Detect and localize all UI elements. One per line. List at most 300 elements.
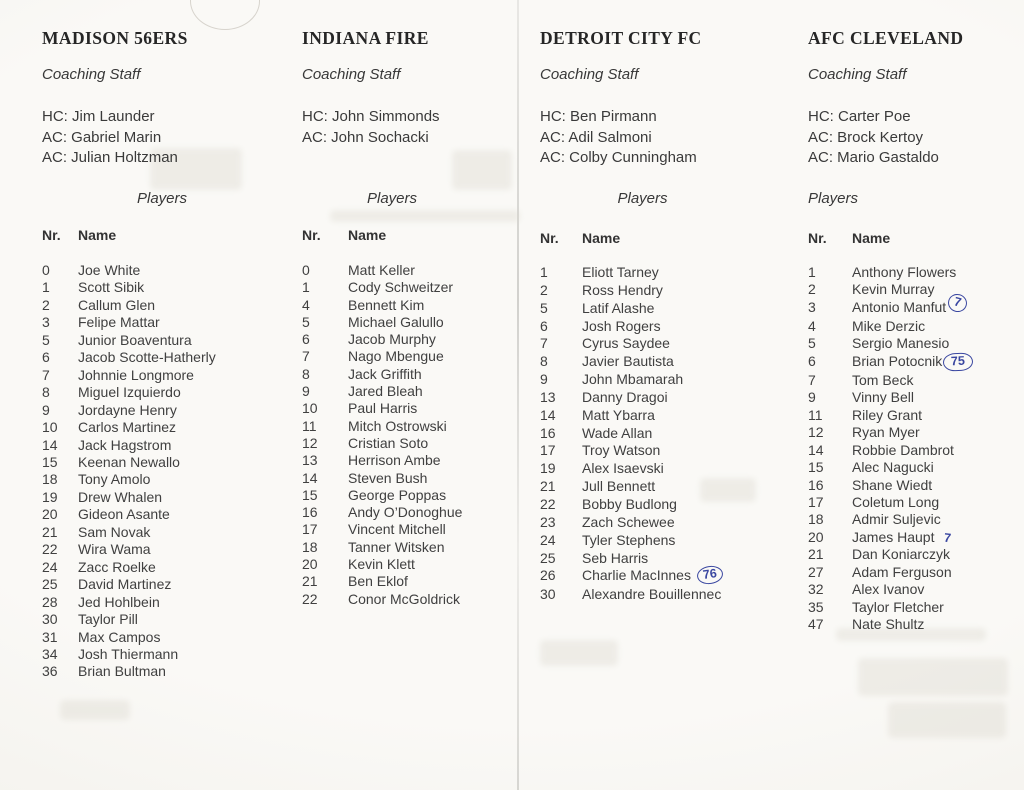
player-number: 20: [302, 556, 318, 573]
team-name: DETROIT CITY FC: [540, 28, 702, 48]
player-number: 26: [540, 567, 556, 584]
player-name: Javier Bautista: [582, 353, 674, 370]
player-name: Robbie Dambrot: [852, 441, 954, 458]
team-column: [42, 28, 282, 758]
player-name: Tanner Witsken: [348, 538, 445, 555]
roster-row: [540, 478, 723, 496]
coach-line: HC: Ben Pirmann: [540, 108, 657, 125]
player-name: Joe White: [78, 262, 141, 278]
player-number: 17: [302, 521, 318, 538]
roster-row: [540, 371, 723, 389]
roster-row: [808, 407, 973, 424]
scan-arc-mark: [190, 0, 260, 30]
handwritten-note: 7: [946, 292, 969, 314]
player-number: 15: [302, 486, 318, 503]
coach-line: HC: John Simmonds: [302, 108, 440, 125]
player-number: 14: [42, 436, 58, 453]
player-name: Matt Keller: [348, 262, 415, 278]
player-number: 18: [302, 538, 318, 555]
roster-row: [302, 262, 462, 279]
player-name: Sam Novak: [78, 523, 151, 540]
player-number: 23: [540, 513, 556, 530]
team-name: INDIANA FIRE: [302, 28, 429, 48]
roster-list: [540, 264, 723, 604]
player-number: 19: [42, 488, 58, 505]
player-name: Scott Sibik: [78, 279, 145, 296]
roster-row: [540, 318, 723, 336]
roster-row: [540, 300, 723, 318]
player-name: Taylor Pill: [78, 611, 138, 628]
player-name: Alex Ivanov: [852, 581, 925, 598]
player-number: 30: [42, 611, 58, 628]
player-name: James Haupt: [852, 528, 935, 545]
roster-row: [42, 559, 216, 576]
roster-row: [540, 586, 723, 604]
player-number: 32: [808, 581, 824, 598]
player-number: 9: [42, 401, 50, 418]
team-name: AFC CLEVELAND: [808, 28, 964, 48]
nr-header: Nr.: [808, 230, 827, 246]
player-name: Keenan Newallo: [78, 453, 180, 470]
roster-row: [42, 437, 216, 454]
player-name: Ryan Myer: [852, 424, 920, 441]
team-name: MADISON 56ERS: [42, 28, 188, 48]
roster-row: [808, 616, 973, 633]
roster-row: [42, 454, 216, 471]
roster-row: [42, 471, 216, 488]
player-number: 3: [42, 314, 50, 331]
player-name: Danny Dragoi: [582, 388, 668, 405]
player-number: 28: [42, 593, 58, 610]
player-name: Bobby Budlong: [582, 495, 677, 512]
player-number: 17: [808, 493, 824, 510]
roster-row: [808, 424, 973, 441]
roster-row: [808, 294, 973, 318]
player-number: 16: [302, 504, 318, 521]
player-name: Steven Bush: [348, 469, 428, 486]
player-name: George Poppas: [348, 486, 447, 503]
player-number: 7: [540, 335, 548, 352]
roster-row: [540, 460, 723, 478]
roster-row: [540, 407, 723, 425]
player-name: Michael Galullo: [348, 313, 444, 330]
player-number: 6: [808, 352, 816, 369]
coach-line: AC: Julian Holtzman: [42, 149, 178, 167]
roster-list: [302, 262, 462, 608]
roster-row: [302, 521, 462, 538]
player-name: Kevin Murray: [852, 281, 935, 298]
player-number: 3: [808, 298, 816, 315]
player-number: 10: [302, 400, 318, 417]
player-name: Mitch Ostrowski: [348, 417, 447, 434]
roster-row: [808, 389, 973, 406]
roster-row: [302, 383, 462, 400]
player-name: Herrison Ambe: [348, 452, 441, 469]
player-name: Dan Koniarczyk: [852, 546, 951, 563]
player-number: 2: [540, 281, 548, 298]
roster-row: [540, 496, 723, 514]
player-number: 13: [302, 452, 318, 469]
player-name: Alex Isaevski: [582, 460, 664, 477]
roster-row: [302, 487, 462, 504]
player-name: Carlos Martinez: [78, 419, 177, 436]
roster-row: [42, 297, 216, 314]
player-name: Charlie MacInnes: [582, 567, 691, 584]
player-name: Josh Rogers: [582, 317, 661, 334]
roster-row: [42, 332, 216, 349]
player-number: 11: [808, 406, 823, 423]
nr-header: Nr.: [540, 230, 559, 246]
nr-header: Nr.: [302, 227, 321, 243]
player-number: 27: [808, 563, 824, 580]
player-number: 5: [808, 335, 816, 352]
coaching-staff-label: Coaching Staff: [42, 66, 141, 83]
roster-row: [302, 297, 462, 314]
player-name: Tom Beck: [852, 371, 914, 388]
player-number: 8: [302, 365, 310, 382]
roster-row: [302, 418, 462, 435]
roster-row: [302, 314, 462, 331]
coaching-staff-list: [42, 107, 178, 169]
player-name: Cody Schweitzer: [348, 279, 454, 296]
roster-row: [42, 349, 216, 366]
roster-row: [42, 402, 216, 419]
player-name: Mike Derzic: [852, 317, 926, 334]
player-name: Matt Ybarra: [582, 406, 655, 423]
roster-row: [808, 477, 973, 494]
roster-row: [540, 389, 723, 407]
player-number: 9: [808, 389, 816, 406]
player-name: Cyrus Saydee: [582, 335, 670, 352]
roster-row: [302, 452, 462, 469]
roster-row: [42, 663, 216, 680]
player-number: 22: [302, 590, 318, 607]
player-name: Wade Allan: [582, 424, 653, 441]
players-label: Players: [808, 190, 859, 207]
coach-line: AC: Gabriel Marin: [42, 128, 162, 146]
roster-row: [302, 556, 462, 573]
roster-row: [808, 353, 973, 372]
player-number: 6: [540, 317, 548, 334]
player-number: 14: [540, 406, 556, 423]
roster-row: [808, 442, 973, 459]
player-name: Jared Bleah: [348, 383, 423, 400]
player-number: 18: [42, 471, 58, 488]
handwritten-note: 76: [696, 565, 724, 586]
roster-row: [540, 550, 723, 568]
coaching-staff-list: [540, 107, 697, 169]
player-number: 7: [808, 371, 816, 388]
player-number: 21: [808, 546, 824, 563]
player-number: 11: [302, 417, 317, 434]
roster-row: [42, 629, 216, 646]
player-number: 21: [540, 478, 556, 495]
roster-row: [540, 514, 723, 532]
player-number: 4: [808, 317, 816, 334]
player-name: Tyler Stephens: [582, 531, 676, 548]
nr-header: Nr.: [42, 227, 61, 243]
roster-row: [808, 564, 973, 581]
coach-line: AC: Colby Cunningham: [540, 149, 697, 167]
player-number: 24: [540, 531, 556, 548]
roster-header: [808, 230, 890, 246]
roster-row: [302, 331, 462, 348]
roster-row: [42, 506, 216, 523]
name-header: Name: [582, 230, 621, 246]
player-number: 6: [42, 349, 50, 366]
roster-header: [42, 227, 116, 243]
players-label: Players: [617, 190, 668, 207]
roster-row: [302, 400, 462, 417]
player-number: 36: [42, 663, 58, 680]
player-name: John Mbamarah: [582, 371, 684, 388]
roster-row: [42, 314, 216, 331]
player-name: Junior Boaventura: [78, 331, 192, 348]
roster-row: [808, 599, 973, 616]
player-number: 4: [302, 296, 310, 313]
player-number: 47: [808, 616, 824, 633]
player-name: Jack Hagstrom: [78, 436, 172, 453]
player-number: 12: [808, 424, 824, 441]
roster-list: [42, 262, 216, 681]
coach-line: AC: John Sochacki: [302, 128, 429, 146]
player-name: Nate Shultz: [852, 616, 925, 633]
player-number: 9: [302, 383, 310, 400]
player-name: Max Campos: [78, 628, 161, 645]
player-name: Riley Grant: [852, 406, 923, 423]
roster-row: [302, 366, 462, 383]
roster-row: [540, 532, 723, 550]
player-number: 8: [540, 353, 548, 370]
player-number: 8: [42, 384, 50, 401]
roster-row: [42, 419, 216, 436]
roster-row: [808, 529, 973, 546]
roster-row: [808, 511, 973, 528]
player-number: 5: [302, 313, 310, 330]
roster-row: [42, 524, 216, 541]
player-name: Ross Hendry: [582, 281, 663, 298]
player-number: 7: [42, 366, 50, 383]
player-name: Johnnie Longmore: [78, 366, 194, 383]
player-name: Nago Mbengue: [348, 348, 444, 365]
coaching-staff-list: [302, 107, 440, 148]
player-name: Conor McGoldrick: [348, 590, 461, 607]
player-name: Admir Suljevic: [852, 511, 941, 528]
roster-row: [808, 372, 973, 389]
player-number: 35: [808, 598, 824, 615]
player-number: 34: [42, 645, 58, 662]
player-number: 0: [42, 262, 50, 278]
player-number: 6: [302, 331, 310, 348]
player-name: Felipe Mattar: [78, 314, 160, 331]
player-number: 2: [42, 296, 50, 313]
team-column: [808, 28, 1016, 758]
roster-header: [540, 230, 620, 246]
player-number: 31: [42, 628, 58, 645]
roster-row: [42, 489, 216, 506]
player-name: Taylor Fletcher: [852, 598, 944, 615]
players-label: Players: [366, 190, 418, 207]
player-number: 15: [808, 459, 824, 476]
player-number: 12: [302, 434, 318, 451]
team-column: [302, 28, 482, 758]
coach-line: HC: Jim Launder: [42, 108, 155, 125]
roster-row: [540, 282, 723, 300]
roster-row: [42, 367, 216, 384]
player-name: Vincent Mitchell: [348, 521, 446, 538]
player-number: 10: [42, 419, 58, 436]
player-name: Brian Bultman: [78, 663, 166, 680]
player-name: Paul Harris: [348, 400, 418, 417]
player-name: Wira Wama: [78, 541, 151, 558]
player-name: Adam Ferguson: [852, 563, 952, 580]
roster-row: [302, 539, 462, 556]
roster-row: [302, 279, 462, 296]
roster-row: [540, 264, 723, 282]
player-name: Jacob Murphy: [348, 331, 436, 348]
player-name: Alec Nagucki: [852, 459, 934, 476]
roster-row: [808, 459, 973, 476]
player-name: Gideon Asante: [78, 506, 170, 523]
roster-header: [302, 227, 386, 243]
player-number: 17: [540, 442, 556, 459]
player-number: 24: [42, 558, 58, 575]
player-name: Zacc Roelke: [78, 558, 156, 575]
player-number: 14: [808, 441, 824, 458]
roster-row: [42, 384, 216, 401]
roster-row: [42, 541, 216, 558]
coach-line: HC: Carter Poe: [808, 108, 911, 125]
player-name: Jacob Scotte-Hatherly: [78, 349, 216, 366]
name-header: Name: [348, 227, 387, 243]
player-number: 7: [302, 348, 310, 365]
player-name: Antonio Manfut: [852, 298, 947, 315]
roster-row: [540, 567, 723, 586]
player-name: Latif Alashe: [582, 299, 655, 316]
player-name: Miguel Izquierdo: [78, 384, 181, 401]
player-name: Troy Watson: [582, 442, 661, 459]
player-name: Zach Schewee: [582, 513, 675, 530]
player-number: 1: [42, 279, 50, 296]
roster-row: [302, 470, 462, 487]
player-number: 22: [540, 495, 556, 512]
handwritten-note: 7: [943, 530, 953, 546]
roster-row: [42, 279, 216, 296]
name-header: Name: [852, 230, 891, 246]
roster-row: [42, 611, 216, 628]
roster-row: [42, 594, 216, 611]
player-number: 19: [540, 460, 556, 477]
roster-row: [302, 504, 462, 521]
coaching-staff-label: Coaching Staff: [302, 66, 401, 83]
player-name: Jull Bennett: [582, 478, 656, 495]
coaching-staff-label: Coaching Staff: [808, 66, 907, 83]
roster-row: [42, 262, 216, 279]
player-number: 25: [42, 576, 58, 593]
roster-row: [302, 435, 462, 452]
player-number: 16: [808, 476, 824, 493]
roster-row: [540, 425, 723, 443]
coach-line: AC: Brock Kertoy: [808, 128, 924, 146]
player-name: Josh Thiermann: [78, 645, 179, 662]
player-number: 9: [540, 371, 548, 388]
player-number: 25: [540, 549, 556, 566]
player-number: 1: [302, 279, 310, 296]
roster-row: [302, 348, 462, 365]
roster-row: [42, 646, 216, 663]
player-name: Eliott Tarney: [582, 264, 659, 280]
player-name: Cristian Soto: [348, 434, 429, 451]
player-name: Vinny Bell: [852, 389, 915, 406]
coach-line: AC: Mario Gastaldo: [808, 149, 939, 167]
player-name: Seb Harris: [582, 549, 649, 566]
player-name: Anthony Flowers: [852, 264, 957, 280]
player-name: Andy O’Donoghue: [348, 504, 463, 521]
player-name: Bennett Kim: [348, 296, 425, 313]
name-header: Name: [78, 227, 117, 243]
coach-line: AC: Adil Salmoni: [540, 128, 652, 146]
players-label: Players: [136, 190, 188, 207]
player-number: 5: [42, 331, 50, 348]
roster-row: [808, 318, 973, 335]
player-name: Jack Griffith: [348, 365, 422, 382]
roster-row: [540, 353, 723, 371]
player-number: 1: [808, 264, 816, 280]
player-number: 13: [540, 388, 556, 405]
roster-list: [808, 264, 973, 634]
handwritten-note: 75: [943, 352, 974, 372]
roster-row: [808, 581, 973, 598]
player-name: Callum Glen: [78, 296, 156, 313]
player-name: Jed Hohlbein: [78, 593, 160, 610]
player-number: 20: [42, 506, 58, 523]
player-number: 21: [302, 573, 318, 590]
player-number: 21: [42, 523, 58, 540]
player-name: Ben Eklof: [348, 573, 408, 590]
roster-row: [540, 335, 723, 353]
roster-row: [540, 442, 723, 460]
roster-row: [302, 573, 462, 590]
player-name: Tony Amolo: [78, 471, 151, 488]
player-number: 16: [540, 424, 556, 441]
player-number: 5: [540, 299, 548, 316]
player-name: Jordayne Henry: [78, 401, 177, 418]
player-number: 2: [808, 281, 816, 298]
coaching-staff-label: Coaching Staff: [540, 66, 639, 83]
roster-row: [42, 576, 216, 593]
player-number: 18: [808, 511, 824, 528]
roster-row: [808, 281, 973, 298]
player-number: 14: [302, 469, 318, 486]
roster-row: [808, 264, 973, 281]
player-name: Coletum Long: [852, 493, 940, 510]
roster-row: [808, 546, 973, 563]
player-name: Shane Wiedt: [852, 476, 933, 493]
player-name: Alexandre Bouillennec: [582, 586, 722, 603]
roster-row: [808, 494, 973, 511]
player-number: 1: [540, 264, 548, 280]
roster-row: [808, 335, 973, 352]
player-name: David Martinez: [78, 576, 172, 593]
player-number: 15: [42, 453, 58, 470]
player-number: 0: [302, 262, 310, 278]
player-number: 20: [808, 528, 824, 545]
page-fold-crease: [517, 0, 519, 790]
player-number: 22: [42, 541, 58, 558]
team-column: [540, 28, 745, 758]
player-name: Sergio Manesio: [852, 335, 950, 352]
coaching-staff-list: [808, 107, 939, 169]
